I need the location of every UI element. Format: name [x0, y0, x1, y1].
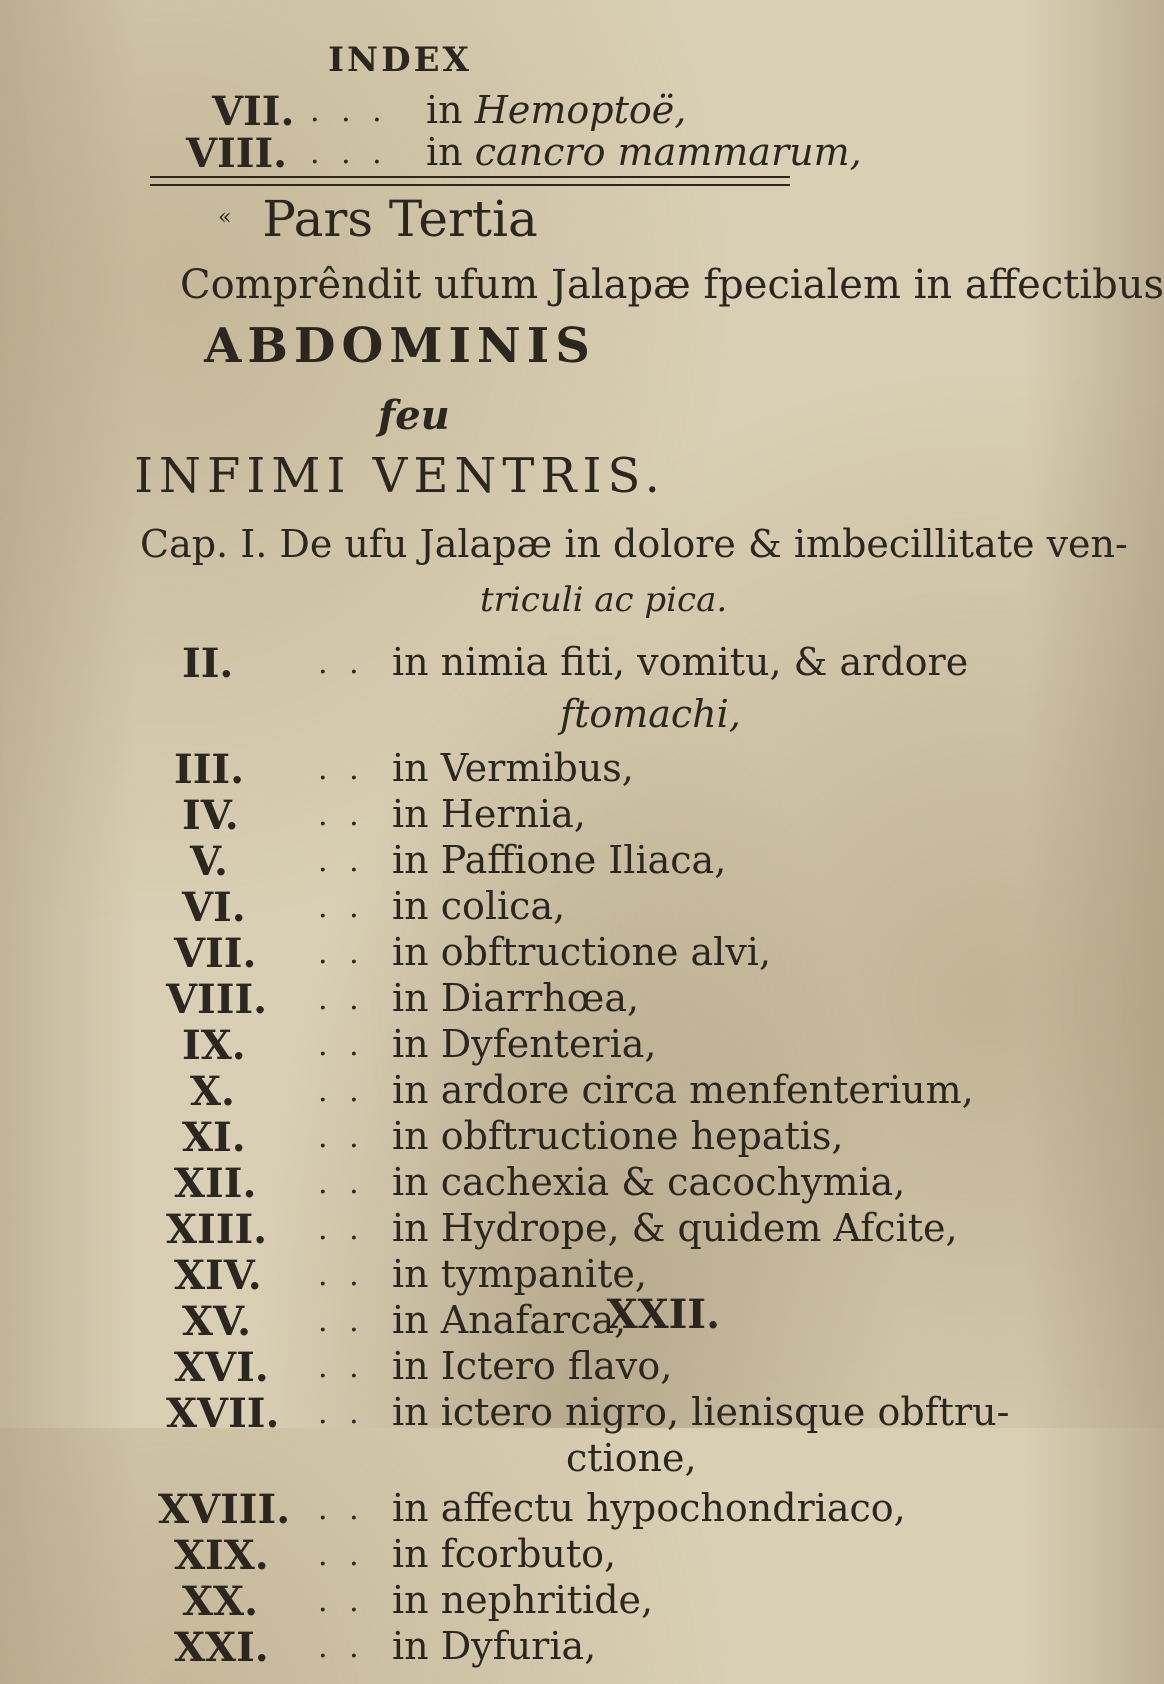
entry-number: VIII. — [166, 976, 268, 1023]
list-item — [0, 1624, 800, 1684]
continuation-stomachi: ftomachi, — [560, 692, 741, 736]
part-title: Pars Tertia — [262, 190, 538, 248]
entry-text: in Ictero flavo, — [392, 1344, 673, 1388]
entry-text: in Dyfuria, — [392, 1624, 597, 1668]
running-head: INDEX — [328, 40, 472, 80]
entry-text: in cachexia & cacochymia, — [392, 1160, 906, 1204]
entry-number: XVII. — [166, 1390, 280, 1437]
entry-number: XI. — [182, 1114, 246, 1161]
leader-dots: . . — [318, 1492, 365, 1527]
entry-text: in obftructione alvi, — [392, 930, 772, 974]
heading-seu: feu — [378, 392, 450, 439]
chapter-line-1: Cap. I. De ufu Jalapæ in dolore & imbecillitate ven- — [140, 522, 1128, 566]
leader-dots: . . — [318, 1028, 365, 1063]
entry-number: VIII. — [186, 130, 288, 177]
entry-text: in Hemoptoë, — [426, 88, 687, 132]
entry-number: IV. — [182, 792, 239, 839]
entry-text: in nimia fiti, vomitu, & ardore — [392, 640, 969, 684]
entry-text: in Diarrhœa, — [392, 976, 640, 1020]
leader-dots: . . — [318, 936, 365, 971]
entry-number: XVIII. — [158, 1486, 291, 1533]
leader-dots: . . — [318, 1538, 365, 1573]
catchword: XXII. — [606, 1291, 720, 1338]
leader-dots: . . — [318, 1350, 365, 1385]
continuation-ctione: ctione, — [566, 1436, 697, 1480]
heading-abdominis: ABDOMINIS — [204, 318, 596, 374]
entry-number: XIII. — [166, 1206, 268, 1253]
chapter-line-2: triculi ac pica. — [480, 580, 728, 620]
leader-dots: . . — [318, 752, 365, 787]
leader-dots: . . — [318, 844, 365, 879]
entry-text: in obftructione hepatis, — [392, 1114, 844, 1158]
leader-dots: . . — [318, 890, 365, 925]
entry-text: in fcorbuto, — [392, 1532, 617, 1576]
leader-dots: . . — [318, 1212, 365, 1247]
entry-number: VII. — [212, 88, 295, 135]
intro-line: Comprêndit ufum Jalapæ fpecialem in affectibus — [180, 262, 1164, 308]
leader-dots: . . — [318, 1074, 365, 1109]
entry-text: in tympanite, — [392, 1252, 647, 1296]
entry-text: in Anafarca, — [392, 1298, 627, 1342]
leader-dots: . . — [318, 1166, 365, 1201]
entry-text: in Paffione Iliaca, — [392, 838, 727, 882]
entry-number: XVI. — [174, 1344, 269, 1391]
entry-number: XIV. — [174, 1252, 262, 1299]
entry-text: in Dyfenteria, — [392, 1022, 657, 1066]
entry-number: VI. — [182, 884, 246, 931]
leader-dots: . . — [318, 982, 365, 1017]
entry-number: IX. — [182, 1022, 246, 1069]
entry-number: XXI. — [174, 1624, 269, 1671]
leader-dots: . . — [318, 646, 365, 681]
entry-text: in affectu hypochondriaco, — [392, 1486, 906, 1530]
entry-number: VII. — [174, 930, 257, 977]
entry-text: in nephritide, — [392, 1578, 654, 1622]
entry-text: in Vermibus, — [392, 746, 634, 790]
heading-infimi-ventris: INFIMI VENTRIS. — [134, 448, 666, 504]
entry-number: XIX. — [174, 1532, 269, 1579]
divider-rule — [150, 176, 790, 186]
ornament-mark: « — [218, 205, 232, 230]
entry-text: in ictero nigro, lienisque obftru- — [392, 1390, 1010, 1434]
leader-dots: . . — [318, 1120, 365, 1155]
entry-text: in colica, — [392, 884, 566, 928]
leader-dots: . . — [318, 1304, 365, 1339]
entry-number: XII. — [174, 1160, 257, 1207]
leader-dots: . . — [318, 1396, 365, 1431]
leader-dots: . . — [318, 798, 365, 833]
entry-number: III. — [174, 746, 245, 793]
entry-number: XX. — [182, 1578, 258, 1625]
entry-number: V. — [190, 838, 228, 885]
list-item — [0, 640, 969, 700]
leader-dots: . . — [318, 1258, 365, 1293]
entry-number: XV. — [182, 1298, 252, 1345]
leader-dots: . . — [318, 1584, 365, 1619]
entry-text: in ardore circa menfenterium, — [392, 1068, 974, 1112]
leader-dots: . . — [318, 1630, 365, 1665]
entry-text: in Hydrope, & quidem Afcite, — [392, 1206, 958, 1250]
entry-number: II. — [182, 640, 234, 687]
entry-number: X. — [190, 1068, 235, 1115]
entry-text: in Hernia, — [392, 792, 586, 836]
entry-text: in cancro mammarum, — [426, 130, 862, 174]
leader-dots: . . . — [310, 94, 388, 129]
leader-dots: . . . — [310, 136, 388, 171]
